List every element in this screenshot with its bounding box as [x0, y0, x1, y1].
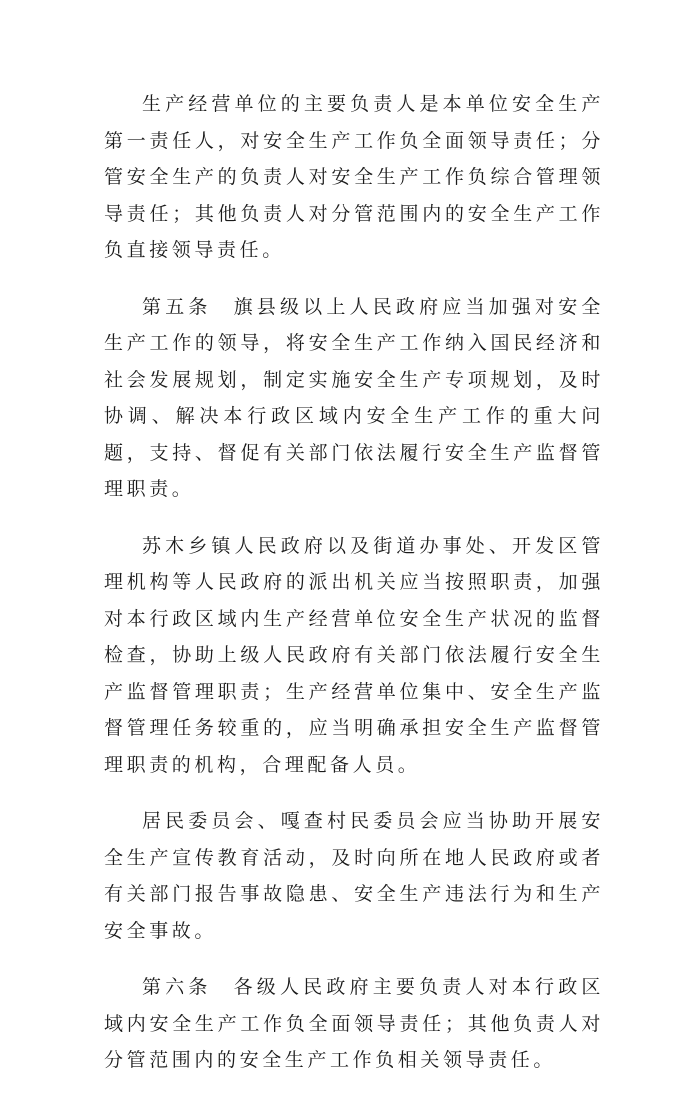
- paragraph-article-6: [104, 969, 604, 1079]
- article-5-text: 旗县级以上人民政府应当加强对安全生产工作的领导，将安全生产工作纳入国民经济和社会发展规划，制定实施安全生产专项规划，及时协调、解决本行政区域内安全生产工作的重大问题，支持、督促有关部门依法履行安全生产监督管理职责。: [104, 295, 604, 500]
- paragraph-3-text: 苏木乡镇人民政府以及街道办事处、开发区管理机构等人民政府的派出机关应当按照职责，加强对本行政区域内生产经营单位安全生产状况的监督检查，协助上级人民政府有关部门依法履行安全生产监督管理职责；生产经营单位集中、安全生产监督管理任务较重的，应当明确承担安全生产监督管理职责的机构，合理配备人员。: [104, 534, 604, 776]
- paragraph-3: [104, 528, 604, 784]
- article-6-text: 各级人民政府主要负责人对本行政区域内安全生产工作负全面领导责任；其他负责人对分管范围内的安全生产工作负相关领导责任。: [104, 976, 604, 1071]
- paragraph-4: [104, 803, 604, 949]
- document-body: [104, 86, 604, 1099]
- paragraph-article-5: [104, 289, 604, 508]
- article-6-label: 第六条: [142, 976, 212, 998]
- paragraph-4-text: 居民委员会、嘎查村民委员会应当协助开展安全生产宣传教育活动，及时向所在地人民政府或者有关部门报告事故隐患、安全生产违法行为和生产安全事故。: [104, 810, 604, 942]
- paragraph-1-text: 生产经营单位的主要负责人是本单位安全生产第一责任人，对安全生产工作负全面领导责任；分管安全生产的负责人对安全生产工作负综合管理领导责任；其他负责人对分管范围内的安全生产工作负直接领导责任。: [104, 93, 604, 261]
- article-5-label: 第五条: [142, 295, 212, 318]
- paragraph-1: [104, 86, 604, 269]
